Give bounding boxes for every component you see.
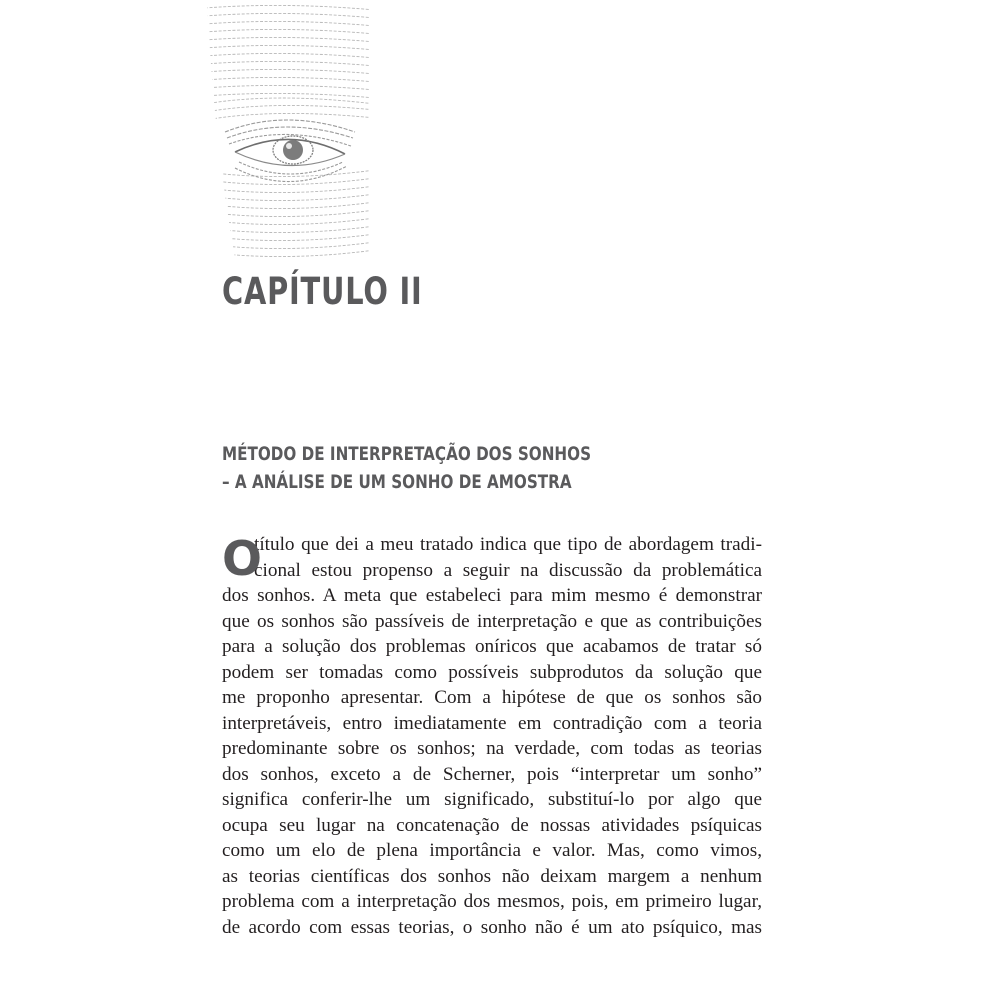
body-line: as teorias científicas dos sonhos não deixam margem a nenhum — [222, 865, 762, 887]
body-line: de acordo com essas teorias, o sonho não é um ato psíquico, mas — [222, 916, 762, 938]
section-heading-line-1: MÉTODO DE INTERPRETAÇÃO DOS SONHOS — [222, 443, 592, 465]
section-heading-line-2: – A ANÁLISE DE UM SONHO DE AMOSTRA — [222, 471, 572, 493]
chapter-title: CAPÍTULO II — [222, 270, 423, 313]
body-line: podem ser tomadas como possíveis subprodutos da solução que — [222, 661, 762, 683]
body-line: para a solução dos problemas oníricos que acabamos de tratar só — [222, 636, 762, 657]
section-heading — [222, 440, 591, 496]
body-line: significa conferir-lhe um significado, substituí-lo por algo que — [222, 789, 762, 810]
engraved-eye-illustration — [205, 0, 370, 258]
body-line: ocupa seu lugar na concatenação de nossas atividades psíquicas — [222, 814, 762, 836]
body-line: cional estou propenso a seguir na discussão da problemática — [254, 559, 762, 581]
body-line: dos sonhos, exceto a de Scherner, pois “interpretar um sonho” — [222, 763, 762, 785]
body-line: que os sonhos são passíveis de interpretação e que as contribuições — [222, 610, 762, 632]
body-line: problema com a interpretação dos mesmos, pois, em primeiro lugar, — [222, 891, 762, 912]
body-line: predominante sobre os sonhos; na verdade, com todas as teorias — [222, 738, 762, 759]
body-paragraph — [222, 532, 762, 940]
drop-cap: O — [222, 532, 262, 587]
body-line: título que dei a meu tratado indica que tipo de abordagem tradi- — [254, 534, 762, 555]
body-line: dos sonhos. A meta que estabeleci para mim mesmo é demonstrar — [222, 585, 762, 606]
body-line: me proponho apresentar. Com a hipótese de que os sonhos são — [222, 687, 762, 708]
body-line: como um elo de plena importância e valor. Mas, como vimos, — [222, 840, 762, 861]
body-line: interpretáveis, entro imediatamente em contradição com a teoria — [222, 712, 762, 734]
